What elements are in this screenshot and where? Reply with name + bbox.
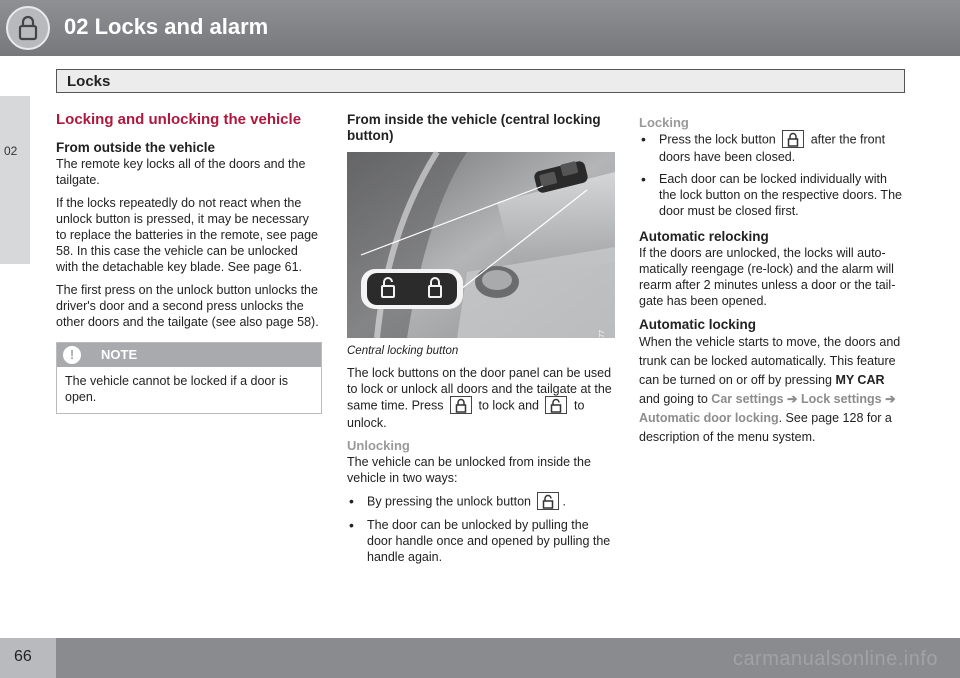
arrow-right-icon: ➔: [787, 392, 798, 406]
subheading-inside: From inside the vehicle (central locking button): [347, 112, 601, 143]
page-number: 66: [14, 648, 32, 665]
paragraph: The vehicle can be unlocked from inside the vehicle in two ways:: [347, 455, 591, 485]
watermark: carmanualsonline.info: [732, 648, 938, 670]
list-item: • The door can be unlocked by pulling the door handle once and opened by pulling the handle again.: [349, 517, 611, 564]
list-item: • Each door can be locked individually with the lock button on the respective doors. The door must be closed first.: [641, 171, 902, 218]
chapter-tab-label: 02: [4, 144, 18, 158]
list-item: • By pressing the unlock button .: [349, 493, 566, 509]
subheading-outside: From outside the vehicle: [56, 140, 216, 155]
menu-auto-door-locking: Automatic door locking: [639, 411, 779, 425]
lock-badge-icon: [6, 6, 50, 50]
footer-page-block: [0, 638, 56, 678]
chapter-title: 02 Locks and alarm: [64, 14, 269, 39]
paragraph: The first press on the unlock button unlocks the driver's door and a second press unlocks the other doors and the tailgate (see also page 58).: [56, 283, 319, 329]
chapter-tab: [0, 96, 30, 264]
menu-car-settings: Car settings: [711, 392, 784, 406]
lock-button-icon: [782, 130, 804, 148]
footer-bar: [0, 638, 960, 678]
column-1: [56, 112, 322, 414]
paragraph: The lock buttons on the door panel can be used to lock or unlock all doors and the tailgate at the same time. Press to lock and to unlock.: [347, 366, 612, 430]
section-bar: [56, 69, 905, 93]
list-item: • Press the lock button after the front doors have been closed.: [641, 131, 886, 164]
lock-button-icon: [450, 396, 472, 414]
header-bar: [0, 0, 960, 56]
note-header: [57, 343, 321, 367]
bullet-icon: •: [349, 493, 354, 509]
menu-lock-settings: Lock settings: [801, 392, 882, 406]
paragraph: The remote key locks all of the doors and the tailgate.: [56, 157, 306, 187]
paragraph: If the doors are unlocked, the locks will auto-matically reengage (re-lock) and the alarm will rearm after 2 minutes unless a door or the tail-gate has been opened.: [639, 246, 896, 308]
bullet-icon: •: [641, 171, 646, 187]
paragraph: If the locks repeatedly do not react when the unlock button is pressed, it may be necessary to replace the batteries in the remote, see page 58. In this case the vehicle can be unlocked with the detachable key blade. See page 61.: [56, 196, 318, 274]
main-heading: Locking and unlocking the vehicle: [56, 111, 302, 128]
column-2: [347, 112, 615, 571]
info-icon: !: [63, 346, 81, 364]
unlock-button-icon: [537, 492, 559, 510]
bullet-icon: •: [349, 517, 354, 533]
paragraph: When the vehicle starts to move, the doors and trunk can be locked automatically. This feature can be turned on or off by pressing MY CAR and going to Car settings ➔ Lock settings ➔ Automatic door locking. See page 128 for a description of the menu system.: [639, 335, 901, 444]
relocking-heading: Automatic relocking: [639, 229, 769, 244]
note-text: The vehicle cannot be locked if a door is open.: [65, 374, 289, 404]
autolocking-heading: Automatic locking: [639, 317, 757, 332]
note-label: NOTE: [101, 347, 138, 362]
note-box: [56, 342, 322, 414]
arrow-right-icon: ➔: [885, 392, 896, 406]
figure-caption: Central locking button: [347, 345, 459, 357]
unlocking-heading: Unlocking: [347, 438, 410, 453]
my-car-button-label: MY CAR: [835, 373, 885, 387]
column-3: [639, 112, 907, 454]
sidebar: [0, 56, 56, 638]
figure-code: G031377: [599, 330, 606, 359]
door-panel-illustration: [347, 152, 615, 338]
unlock-button-icon: [545, 396, 567, 414]
locking-heading: Locking: [639, 115, 689, 130]
bullet-icon: •: [641, 131, 646, 147]
section-title: Locks: [67, 73, 111, 90]
